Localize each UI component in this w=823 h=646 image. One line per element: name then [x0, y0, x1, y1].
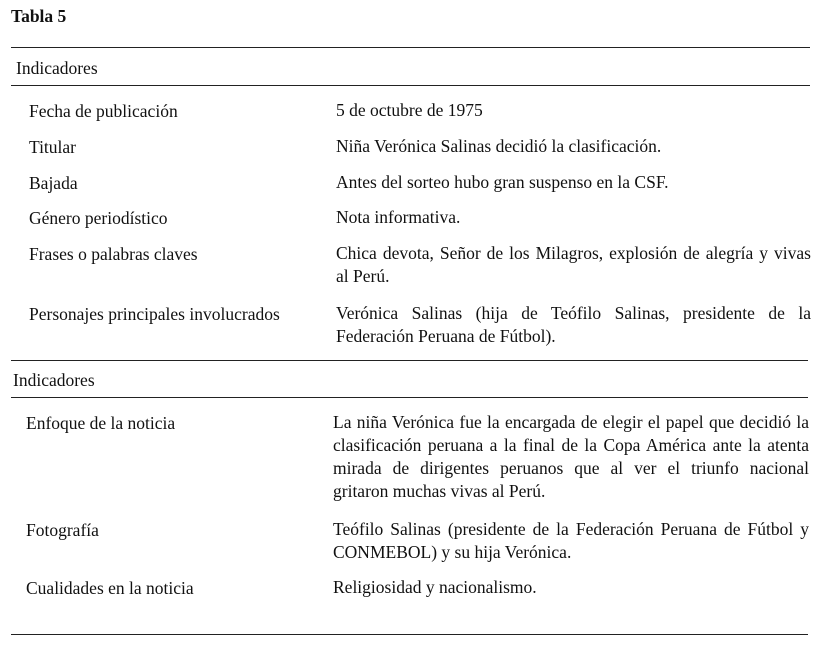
row-value: Verónica Salinas (hija de Teófilo Salinas, presidente de la Federación Peruana de Fútbol).	[336, 303, 811, 346]
table-title: Tabla 5	[11, 6, 67, 26]
row-value: Nota informativa.	[336, 207, 461, 227]
bottom-rule	[11, 634, 808, 635]
row-value: Chica devota, Señor de los Milagros, explosión de alegría y vivas al Perú.	[336, 243, 811, 286]
row-label: Bajada	[29, 173, 78, 193]
row-value: Antes del sorteo hubo gran suspenso en la CSF.	[336, 172, 669, 192]
row-label: Fecha de publicación	[29, 101, 178, 121]
row-value: 5 de octubre de 1975	[336, 100, 483, 120]
top-rule	[11, 47, 810, 48]
row-label: Frases o palabras claves	[29, 244, 198, 264]
row-label: Enfoque de la noticia	[26, 413, 176, 433]
mid-rule	[11, 360, 808, 361]
row-label: Cualidades en la noticia	[26, 578, 194, 598]
row-value: Teófilo Salinas (presidente de la Federación Peruana de Fútbol y CONMEBOL) y su hija Verónica.	[333, 519, 809, 562]
row-value: Religiosidad y nacionalismo.	[333, 577, 537, 597]
row-label: Titular	[29, 137, 77, 157]
section1-header-rule	[11, 85, 810, 86]
section2-header-rule	[11, 397, 808, 398]
row-value: La niña Verónica fue la encargada de elegir el papel que decidió la clasificación peruana a la final de la Copa América ante la atenta mirada de dirigentes peruanos que al ver el triunfo nacional gritaron muchas vivas al Perú.	[333, 412, 809, 501]
section1-header: Indicadores	[16, 58, 98, 78]
row-value: Niña Verónica Salinas decidió la clasificación.	[336, 136, 662, 156]
row-label: Género periodístico	[29, 208, 168, 228]
row-label: Personajes principales involucrados	[29, 304, 280, 324]
section2-header: Indicadores	[13, 370, 95, 390]
row-label: Fotografía	[26, 520, 99, 540]
